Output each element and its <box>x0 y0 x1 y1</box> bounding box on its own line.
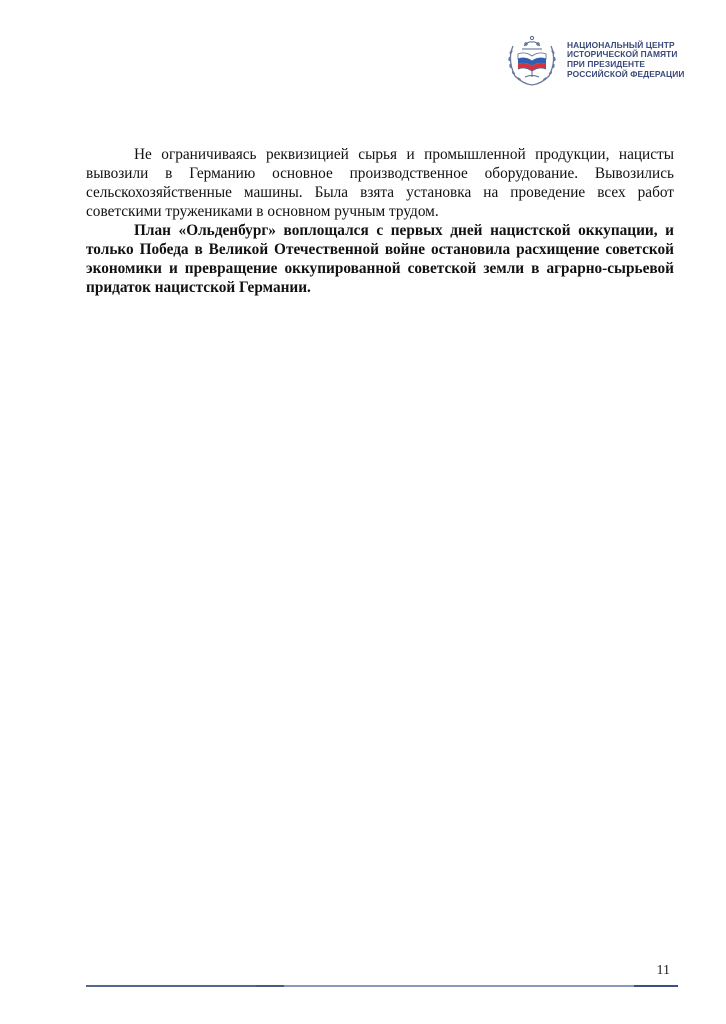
header-logo <box>503 32 683 88</box>
logo-line: НАЦИОНАЛЬНЫЙ ЦЕНТР <box>567 39 675 50</box>
logo-text <box>567 41 685 79</box>
page-number: 11 <box>656 963 670 978</box>
book-emblem-icon <box>503 32 561 88</box>
footer-divider-segment <box>634 985 678 987</box>
logo-line: РОССИЙСКОЙ ФЕДЕРАЦИИ <box>567 68 685 79</box>
document-body <box>86 145 674 297</box>
paragraph-oldenburg-plan: План «Ольденбург» воплощался с первых дней нацистской оккупации, и только Победа в Великой Отечественной войне остановила расхищение советской экономики и превращение оккупированной советской земли в аграрно-сырьевой придаток нацистской Германии. <box>86 222 674 296</box>
logo-line: ПРИ ПРЕЗИДЕНТЕ <box>567 59 646 69</box>
footer-divider <box>86 985 678 987</box>
footer-divider-segment <box>86 985 256 987</box>
footer-divider-segment <box>256 985 284 987</box>
logo-line: ИСТОРИЧЕСКОЙ ПАМЯТИ <box>567 49 678 60</box>
paragraph-requisition: Не ограничиваясь реквизицией сырья и промышленной продукции, нацисты вывозили в Германию основное производственное оборудование. Вывозились сельскохозяйственные машины. Была взята установка на проведение всех работ советскими тружениками в основном ручным трудом. <box>86 146 674 220</box>
